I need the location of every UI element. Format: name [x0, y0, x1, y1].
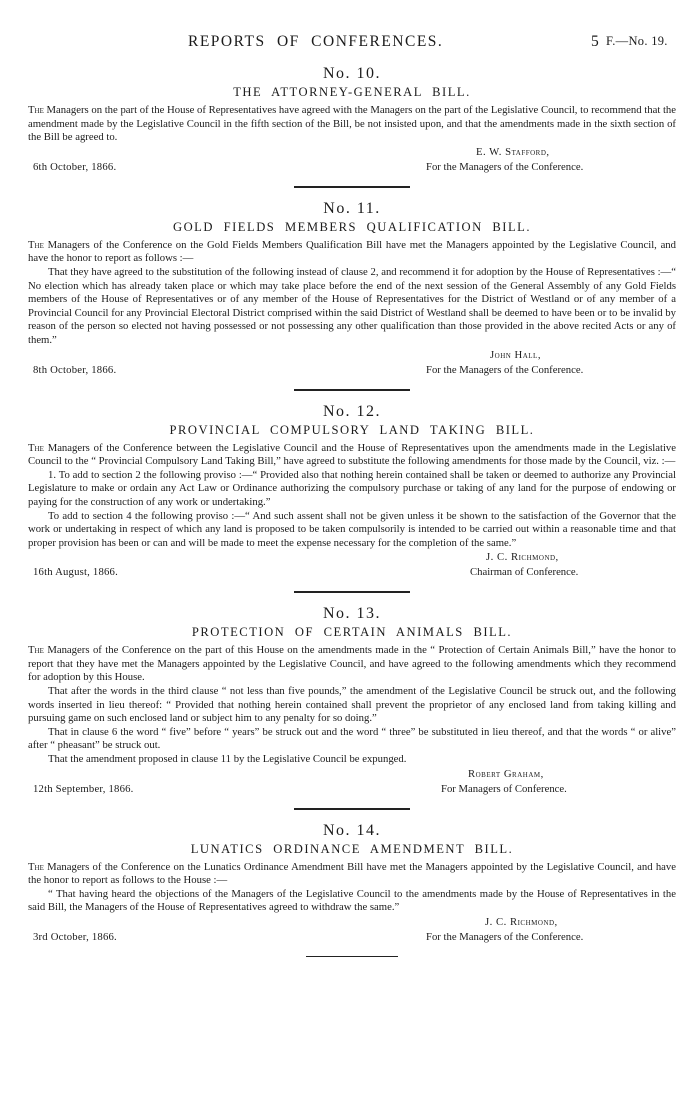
paragraph: That after the words in the third clause “ not less than five pounds,” the amendment of the Legislative Council be struck out, and the following words inserted in lieu thereof: “ Provided that nothing herein contained shall prevent the proprietor of any enclosed land from taking killing and pursuing game on such enclosed land or subject him to any penalty for so doing.” [28, 685, 676, 725]
paragraph: To add to section 4 the following proviso :—“ And such assent shall not be given unless it be shown to the satisfaction of the Governor that the work or undertaking in respect of which any land is proposed to be taken compulsorily is intended to be carried out within a reasonable time and that proper provision has been or can and will be made to meet the expense necessary for the completion of the same.” [28, 509, 676, 549]
lead-word: The [28, 238, 44, 251]
paragraph-text: Managers of the Conference on the Gold Fields Members Qualification Bill have met the Managers appointed by the Legislative Council, and have the honor to report as follows :— [28, 238, 676, 265]
report-date: 3rd October, 1866. [33, 931, 117, 943]
signer-role: For the Managers of the Conference. [426, 363, 584, 376]
section-divider [294, 808, 410, 810]
report-date: 8th October, 1866. [33, 363, 117, 376]
paragraph [28, 644, 676, 685]
paragraph-text: Managers on the part of the House of Representatives have agreed with the Managers on the part of the Legislative Council, to recommend that the amendment made by the Legislative Council in the fifth section of the Bill, be not insisted upon, and that the amendments made in the sixth section of the Bill be agreed to. [28, 104, 677, 144]
document-reference: F.—No. 19. [606, 34, 668, 48]
signer-name: E. W. Stafford, [476, 145, 550, 158]
signer-name: Robert Graham, [468, 767, 544, 780]
paragraph: “ That having heard the objections of the Managers of the Legislative Council to the amendments made by the House of Representatives in the said Bill, the Managers of the House of Representatives agreed to withdraw the same.” [28, 887, 676, 914]
paragraph [28, 442, 676, 469]
closing-rule [306, 956, 398, 957]
signature-block [28, 767, 676, 796]
page-content [28, 64, 676, 968]
section-number: No. 12. [322, 402, 382, 420]
section-no-14 [28, 821, 676, 944]
signature-block [28, 348, 676, 377]
paragraph-text: Managers of the Conference between the Legislative Council and the House of Representatives upon the amendments made in the Legislative Council to the “ Provincial Compulsory Land Taking Bill,” have agreed to substitute the following amendments for those made by the Council, viz. :— [28, 441, 677, 468]
paragraph-text: Managers of the Conference on the Lunatics Ordinance Amendment Bill have met the Managers appointed by the Legislative Council, and have the honor to report as follows to the House :— [28, 860, 676, 887]
signature-block [28, 550, 676, 579]
section-title: PROVINCIAL COMPULSORY LAND TAKING BILL. [169, 422, 535, 437]
lead-word: The [28, 644, 44, 657]
section-title: THE ATTORNEY-GENERAL BILL. [233, 85, 471, 99]
page-number: 5 [591, 33, 599, 50]
section-no-13 [28, 604, 676, 795]
paragraph [28, 104, 676, 145]
signer-name: John Hall, [490, 348, 541, 361]
section-title: LUNATICS ORDINANCE AMENDMENT BILL. [190, 841, 514, 856]
section-no-11 [28, 199, 676, 377]
paragraph: That in clause 6 the word “ five” before “ years” be struck out and the word “ three” be substituted in lieu thereof, and that the words “ or alive” after “ pheasant” be struck out. [28, 725, 676, 752]
section-no-12 [28, 402, 676, 580]
signer-role: Chairman of Conference. [470, 566, 579, 579]
section-number: No. 13. [322, 605, 382, 623]
section-number: No. 10. [322, 65, 382, 82]
signer-role: For Managers of Conference. [441, 782, 567, 795]
section-title: PROTECTION OF CERTAIN ANIMALS BILL. [191, 625, 513, 640]
section-title: GOLD FIELDS MEMBERS QUALIFICATION BILL. [172, 219, 531, 234]
running-title: REPORTS OF CONFERENCES. [188, 33, 444, 50]
section-divider [294, 186, 410, 188]
report-date: 16th August, 1866. [33, 566, 118, 579]
paragraph-text: Managers of the Conference on the part of this House on the amendments made in the “ Protection of Certain Animals Bill,” have the honor to report that they have met the Managers appointed by the Legislative Council, and have agreed to the following amendments which they recommend for adoption by this House. [28, 644, 677, 684]
signer-name: J. C. Richmond, [485, 916, 558, 928]
paragraph [28, 861, 676, 888]
paragraph [28, 239, 676, 266]
report-date: 6th October, 1866. [33, 160, 117, 173]
lead-word: The [28, 441, 44, 454]
section-divider [294, 389, 410, 391]
page-header [0, 33, 700, 53]
report-date: 12th September, 1866. [33, 782, 134, 795]
signer-role: For the Managers of the Conference. [426, 931, 584, 943]
paragraph: That they have agreed to the substitution of the following instead of clause 2, and recommend it for adoption by the House of Representatives :—“ No election which has already taken place or which may take place before the end of the next session of the General Assembly of any Gold Fields members of the House of Representatives or of any member of the House of Representatives for the District of Westland or of any member of a Provincial Council for any Provincial Electoral District comprised within the said District of Westland shall be deemed to have been or to be invalid by reason of the person so elected not having possessed or not possessing any other qualification than those provided in the above recited Acts or any of them.” [28, 265, 676, 346]
section-number: No. 11. [323, 199, 381, 217]
lead-word: The [28, 860, 44, 873]
signer-role: For the Managers of the Conference. [426, 160, 584, 173]
paragraph: That the amendment proposed in clause 11 by the Legislative Council be expunged. [48, 753, 407, 766]
section-no-10 [28, 64, 676, 174]
paragraph: 1. To add to section 2 the following proviso :—“ Provided also that nothing herein contained shall be taken or deemed to authorize any Provincial Legislature to make or ordain any Act Law or Ordinance authorizing the compulsory purchase or taking of any land for the purpose of endowing or paying for the construction of any work or undertaking.” [28, 468, 676, 508]
lead-word: The [28, 104, 44, 116]
signature-block [28, 145, 676, 174]
signer-name: J. C. Richmond, [486, 551, 559, 564]
section-divider [294, 591, 410, 593]
signature-block [28, 915, 676, 944]
section-number: No. 14. [322, 821, 382, 839]
